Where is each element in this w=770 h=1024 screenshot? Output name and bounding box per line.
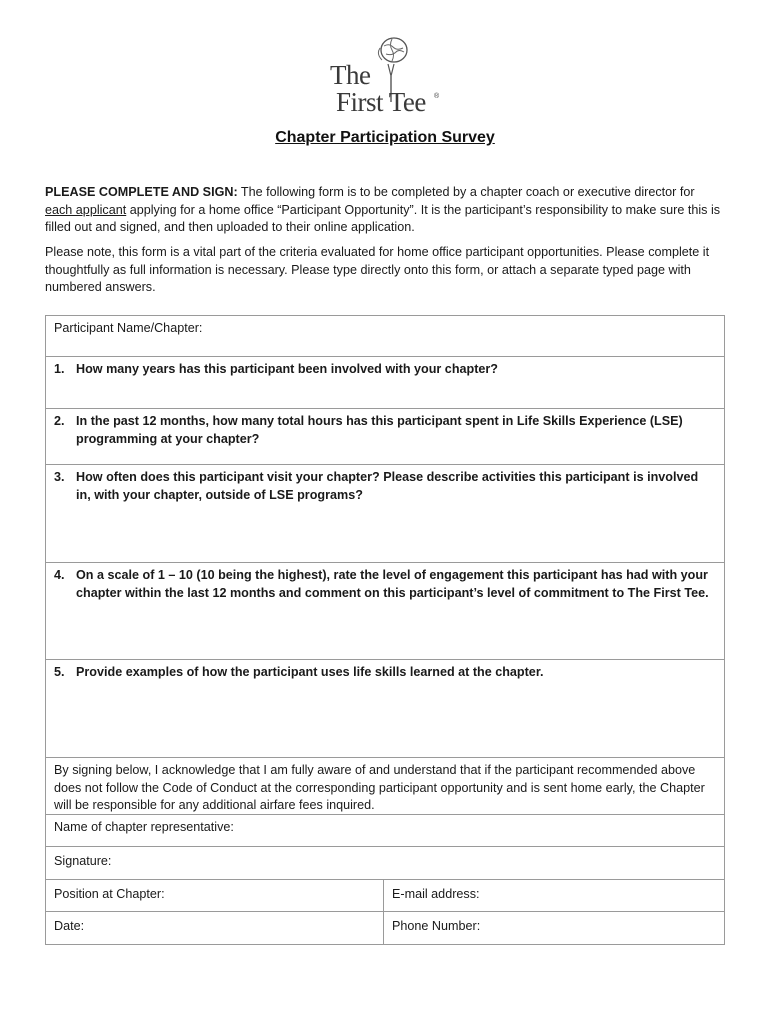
participant-name-field[interactable] — [46, 316, 724, 356]
date-phone-row — [46, 911, 724, 944]
position-email-row — [46, 879, 724, 911]
question-4-field[interactable] — [46, 562, 724, 659]
phone-label: Phone Number: — [392, 919, 481, 933]
logo-line-first-tee: First Tee — [336, 87, 426, 117]
intro-lead: PLEASE COMPLETE AND SIGN: — [45, 185, 238, 199]
acknowledgement-text: By signing below, I acknowledge that I am fully aware of and understand that if the participant recommended above does not follow the Code of Conduct at the corresponding participant opportunity and is sent home early, the Chapter will be responsible for any additional airfare fees inquired. — [54, 763, 705, 812]
question-text: On a scale of 1 – 10 (10 being the highest), rate the level of engagement this participant has had with your chapter within the last 12 months and comment on this participant’s level of commitment to The First Tee. — [76, 568, 709, 600]
question-5-field[interactable] — [46, 659, 724, 757]
note-paragraph: Please note, this form is a vital part of the criteria evaluated for home office participant opportunities. Please complete it thoughtfully as full information is necessary. Please type directly onto this form, or attach a separate typed page with numbered answers. — [45, 245, 710, 294]
question-1-field[interactable] — [46, 356, 724, 408]
signature-label: Signature: — [54, 854, 112, 868]
question-number: 1. — [54, 362, 65, 376]
intro-paragraph — [45, 184, 725, 237]
representative-name-label: Name of chapter representative: — [54, 820, 234, 834]
phone-field[interactable] — [384, 912, 724, 944]
email-field[interactable] — [384, 880, 724, 911]
intro-underlined: each applicant — [45, 202, 127, 217]
signature-field[interactable] — [46, 846, 724, 879]
representative-name-field[interactable] — [46, 814, 724, 846]
question-number: 3. — [54, 470, 65, 484]
first-tee-logo — [326, 34, 446, 117]
page-title: Chapter Participation Survey — [275, 129, 495, 146]
intro-text-b: applying for a home office “Participant Opportunity”. It is the participant’s responsibility to make sure this is filled out and signed, and then uploaded to their online application. — [45, 202, 721, 234]
logo-registered-mark: ® — [434, 93, 440, 100]
participant-name-label: Participant Name/Chapter: — [54, 321, 203, 335]
question-2-field[interactable] — [46, 408, 724, 464]
question-text: In the past 12 months, how many total hours has this participant spent in Life Skills Experience (LSE) programming at your chapter? — [76, 414, 683, 446]
email-label: E-mail address: — [392, 887, 480, 901]
intro-text-a: The following form is to be completed by a chapter coach or executive director for — [237, 185, 695, 199]
question-text: How often does this participant visit your chapter? Please describe activities this participant is involved in, with your chapter, outside of LSE programs? — [76, 470, 699, 502]
question-3-field[interactable] — [46, 464, 724, 562]
position-label: Position at Chapter: — [54, 887, 165, 901]
logo-line-the: The — [330, 60, 371, 90]
survey-form-table — [45, 315, 725, 945]
question-number: 2. — [54, 414, 65, 428]
acknowledgement-block — [46, 757, 724, 814]
date-field[interactable] — [46, 912, 384, 944]
question-number: 4. — [54, 568, 65, 582]
date-label: Date: — [54, 919, 85, 933]
question-number: 5. — [54, 665, 65, 679]
position-field[interactable] — [46, 880, 384, 911]
question-text: Provide examples of how the participant uses life skills learned at the chapter. — [76, 665, 544, 679]
question-text: How many years has this participant been involved with your chapter? — [76, 362, 498, 376]
